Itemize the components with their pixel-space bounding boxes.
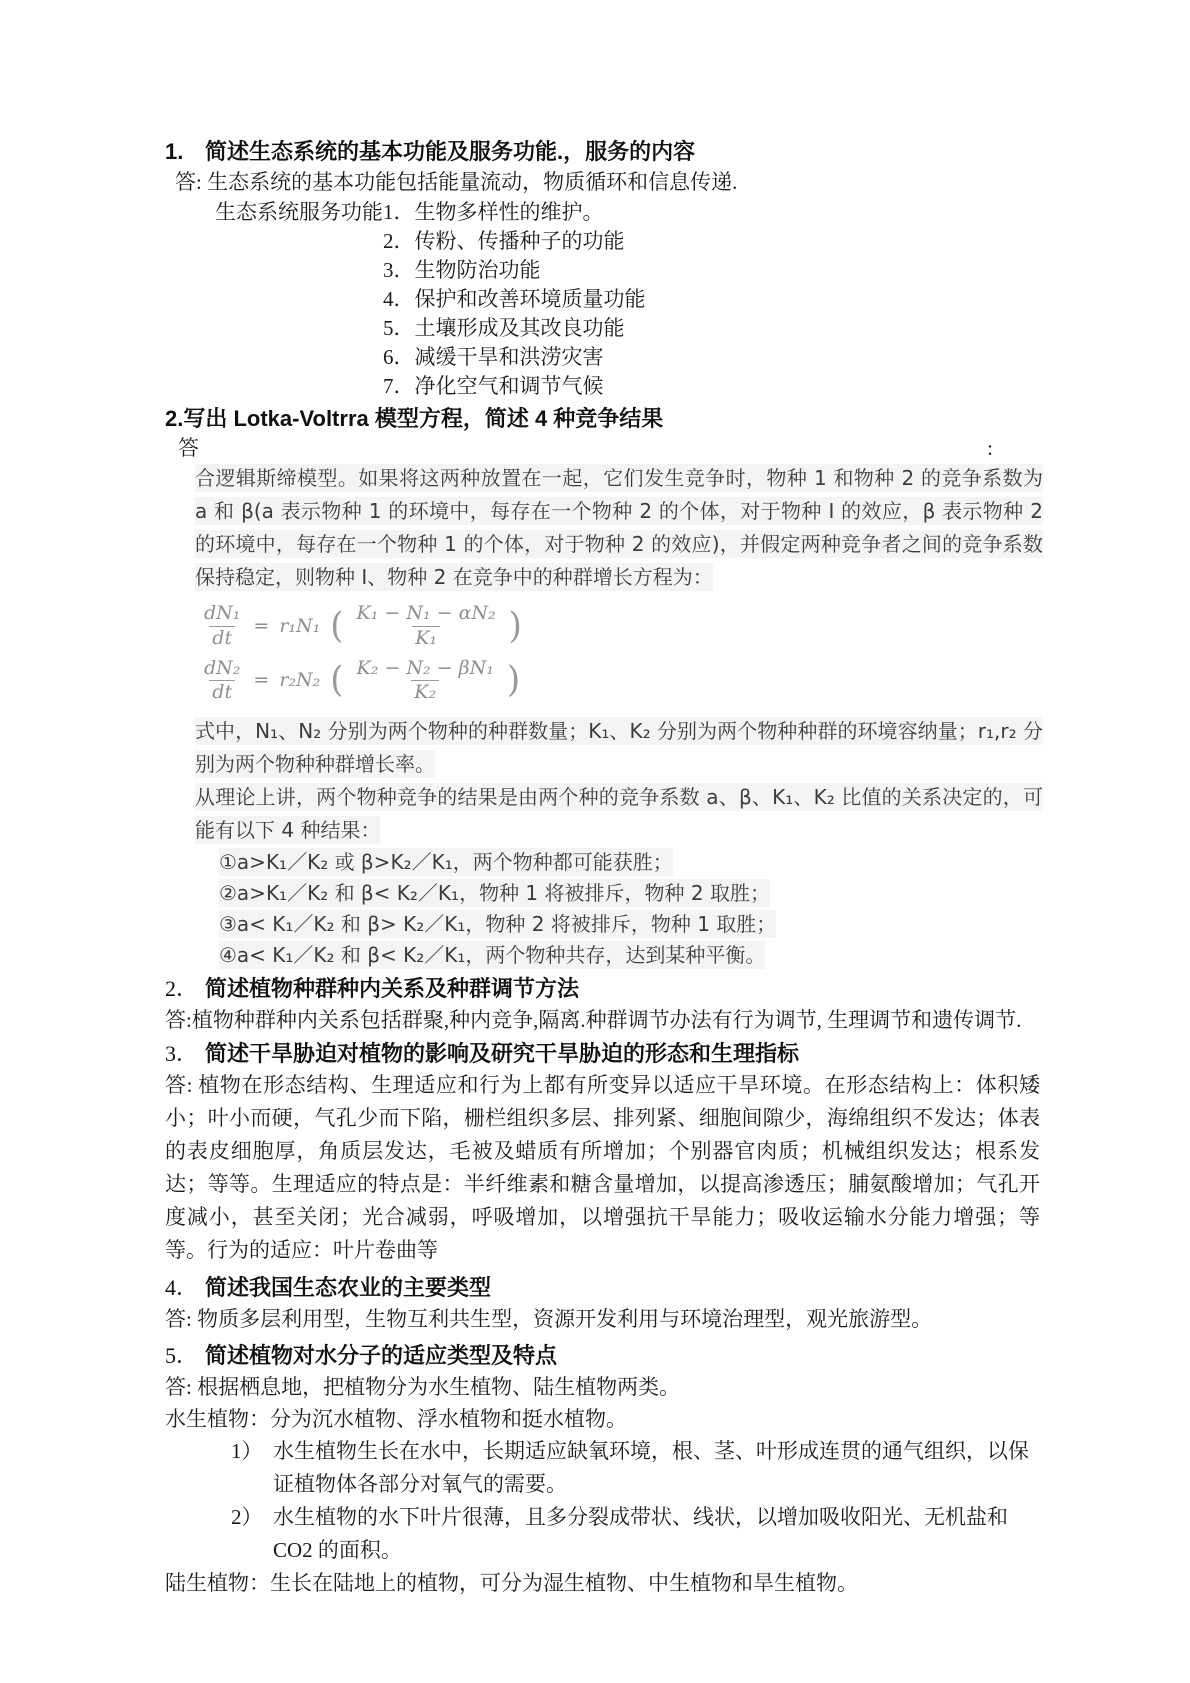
coefficient-term: r₂N₂ <box>279 669 321 692</box>
service-item-2: 2．传粉、传播种子的功能 <box>383 229 625 253</box>
question-5-title: 简述我国生态农业的主要类型 <box>205 1275 492 1300</box>
aquatic-point-2 <box>231 1501 1040 1567</box>
answer-1-line1: 答: 生态系统的基本功能包括能量流动，物质循环和信息传递. <box>175 170 738 194</box>
competition-outcomes-list <box>219 847 1043 971</box>
outcome-1: ①a>K₁／K₂ 或 β>K₂／K₁，两个物种都可能获胜； <box>219 850 673 874</box>
point-2-text: 水生植物的水下叶片很薄，且多分裂成带状、线状，以增加吸收阳光、无机盐和 CO2 的面积。 <box>273 1505 1008 1562</box>
answer-5-paragraph: 答: 物质多层利用型，生物互利共生型，资源开发利用与环境治理型，观光旅游型。 <box>165 1307 933 1331</box>
aquatic-point-1 <box>231 1435 1040 1501</box>
outcome-2: ②a>K₁／K₂ 和 β< K₂／K₁，物种 1 将被排斥，物种 2 取胜； <box>219 881 770 905</box>
answer-2-label: 答 <box>178 436 199 460</box>
question-3-title: 简述植物种群种内关系及种群调节方法 <box>205 976 580 1001</box>
fraction-denominator: dt <box>209 680 235 705</box>
question-3-number: 2． <box>165 976 199 1001</box>
lotka-formula-1 <box>201 602 1043 651</box>
service-items-list <box>383 227 1040 401</box>
fraction-denominator: K₂ <box>411 680 439 705</box>
service-item-7: 7．净化空气和调节气候 <box>383 374 604 398</box>
outcome-4: ④a< K₁／K₂ 和 β< K₂／K₁，两个物种共存，达到某种平衡。 <box>219 943 766 967</box>
outcome-3: ③a< K₁／K₂ 和 β> K₂／K₁，物种 2 将被排斥，物种 1 取胜； <box>219 912 777 936</box>
capacity-fraction-2 <box>354 657 497 706</box>
equals-sign: = <box>253 614 270 637</box>
answer-3-paragraph: 答:植物种群种内关系包括群聚,种内竞争,隔离.种群调节办法有行为调节, 生理调节和遗传调节. <box>165 1008 1022 1032</box>
question-4-number: 3． <box>165 1041 199 1066</box>
answer-6-line1: 答: 根据栖息地，把植物分为水生植物、陆生植物两类。 <box>165 1375 681 1399</box>
open-paren: ( <box>330 604 344 647</box>
fraction-numerator: K₂ − N₂ − βN₁ <box>356 656 494 679</box>
fraction-numerator: K₁ − N₁ − αN₂ <box>356 602 496 624</box>
lotka-formula-2 <box>201 657 1043 706</box>
fraction-numerator: dN₁ <box>204 602 241 624</box>
point-2-marker: 2） <box>231 1505 263 1529</box>
service-item-6: 6．减缓干旱和洪涝灾害 <box>383 345 604 369</box>
derivative-fraction-2 <box>201 657 243 706</box>
scanned-answer-block <box>195 462 1043 971</box>
formula-where-paragraph: 式中，N₁、N₂ 分别为两个物种的种群数量；K₁、K₂ 分别为两个物种种群的环境容纳量；r₁,r₂ 分别为两个物种种群增长率。 <box>195 719 1043 776</box>
answer-4-paragraph: 答: 植物在形态结构、生理适应和行为上都有所变异以适应干旱环境。在形态结构上：体积矮小；叶小而硬，气孔少而下陷，栅栏组织多层、排列紧、细胞间隙少，海绵组织不发达；体表的表皮细胞厚，角质层发达，毛被及蜡质有所增加；个别器官肉质；机械组织发达；根系发达；等等。生理适应的特点是：半纤维素和糖含量增加，以提高渗透压；脯氨酸增加；气孔开度减小，甚至关闭；光合减弱，呼吸增加，以增强抗干旱能力；吸收运输水分能力增强；等等。行为的适应：叶片卷曲等 <box>165 1073 1040 1262</box>
answer-2-trailing-colon: : <box>987 436 993 460</box>
service-item-1: 1．生物多样性的维护。 <box>383 200 604 224</box>
question-4-title: 简述干旱胁迫对植物的影响及研究干旱胁迫的形态和生理指标 <box>205 1041 800 1066</box>
derivative-fraction-1 <box>201 602 243 651</box>
service-item-4: 4．保护和改善环境质量功能 <box>383 287 646 311</box>
capacity-fraction-1 <box>354 602 499 651</box>
service-item-3: 3．生物防治功能 <box>383 258 541 282</box>
aquatic-plants-intro: 水生植物：分为沉水植物、浮水植物和挺水植物。 <box>165 1407 627 1431</box>
lotka-intro-paragraph: 合逻辑斯缔模型。如果将这两种放置在一起，它们发生竞争时，物种 1 和物种 2 的竞争系数为 a 和 β(a 表示物种 1 的环境中，每存在一个物种 2 的个体，对于物种 I 的效应，β 表示物种 2 的环境中，每存在一个物种 1 的个体，对于物种 2 的效应)，并假定两种竞争者之间的竞争系数保持稳定，则物种 I、物种 2 在竞争中的种群增长方程为： <box>195 466 1043 589</box>
question-4-heading <box>165 1038 1040 1069</box>
question-2-heading: 2.写出 Lotka-Voltrra 模型方程，简述 4 种竞争结果 <box>165 406 664 431</box>
question-5-number: 4． <box>165 1275 199 1300</box>
service-item-5: 5．土壤形成及其改良功能 <box>383 316 625 340</box>
question-6-number: 5． <box>165 1343 199 1368</box>
theory-paragraph: 从理论上讲，两个物种竞争的结果是由两个种的竞争系数 a、β、K₁、K₂ 比值的关系决定的，可能有以下 4 种结果： <box>195 785 1043 842</box>
fraction-denominator: dt <box>209 626 235 651</box>
answer-1-service-line <box>215 197 1040 227</box>
question-5-heading <box>165 1272 1040 1303</box>
point-1-text: 水生植物生长在水中，长期适应缺氧环境，根、茎、叶形成连贯的通气组织，以保证植物体各部分对氧气的需要。 <box>273 1439 1029 1496</box>
lotka-formulas <box>201 602 1043 705</box>
question-1-title: 简述生态系统的基本功能及服务功能.，服务的内容 <box>205 139 696 164</box>
open-paren: ( <box>330 659 344 702</box>
question-3-heading <box>165 973 1040 1004</box>
fraction-denominator: K₁ <box>412 626 440 651</box>
equals-sign: = <box>253 669 270 692</box>
terrestrial-plants-line: 陆生植物：生长在陆地上的植物，可分为湿生植物、中生植物和旱生植物。 <box>165 1571 858 1595</box>
close-paren: ) <box>508 604 522 647</box>
question-6-title: 简述植物对水分子的适应类型及特点 <box>205 1343 558 1368</box>
fraction-numerator: dN₂ <box>204 656 241 679</box>
answer-2-label-row <box>178 434 993 462</box>
close-paren: ) <box>506 659 521 702</box>
service-function-label: 生态系统服务功能 <box>215 200 383 224</box>
point-1-marker: 1） <box>231 1439 263 1463</box>
question-1-number: 1. <box>165 139 184 164</box>
question-1-heading <box>165 136 1040 167</box>
question-6-heading <box>165 1340 1040 1371</box>
coefficient-term: r₁N₁ <box>279 614 321 637</box>
